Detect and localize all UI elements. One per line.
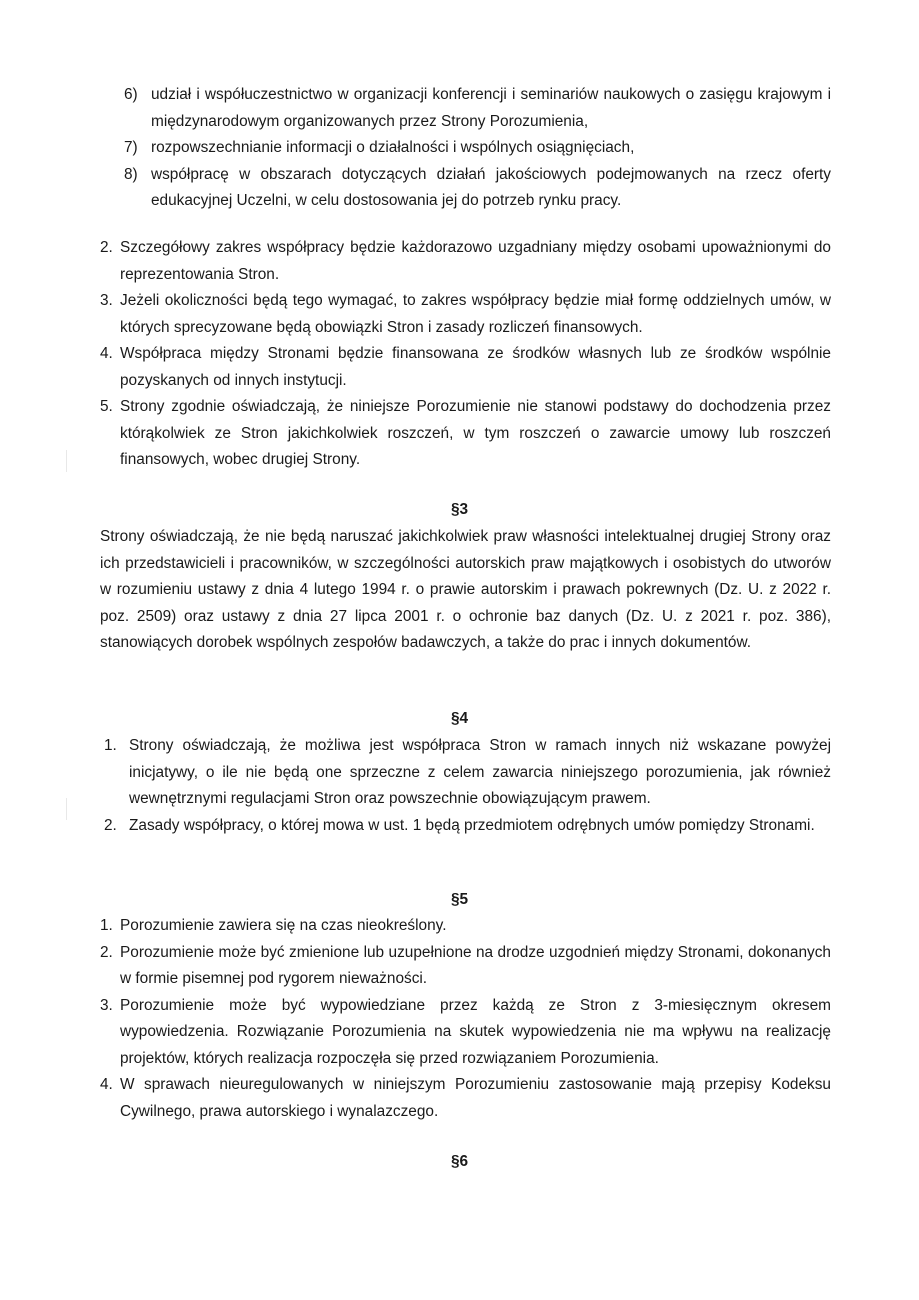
list-item-text: Strony zgodnie oświadczają, że niniejsze Porozumienie nie stanowi podstawy do dochodzenia przez którąkolwiek ze Stron jakichkolwiek roszczeń, w tym roszczeń o zawarcie umowy lub roszczeń finansowych, wobec drugiej Strony. [120, 398, 831, 468]
list-item-number: 2. [100, 943, 113, 961]
scan-artifact [66, 798, 67, 820]
list-item-number: 3. [100, 292, 113, 309]
list-item-text: Porozumienie zawiera się na czas nieokreślony. [120, 917, 447, 934]
section-5-title: §5 [450, 891, 469, 908]
list-item-text: Porozumienie może być wypowiedziane przez każdą ze Stron z 3-miesięcznym okresem wypowiedzenia. Rozwiązanie Porozumienia na skutek wypowiedzenia nie ma wpływu na realizację projektów, których realizacja rozpoczęła się przed rozwiązaniem Porozumienia. [120, 996, 831, 1067]
list-item-number: 7) [124, 139, 138, 156]
section-6-title: §6 [450, 1153, 469, 1170]
list-item-number: 2. [100, 239, 113, 256]
list-item-text: Współpraca między Stronami będzie finansowana ze środków własnych lub ze środków wspólnie pozyskanych od innych instytucji. [120, 345, 831, 389]
list-item-number: 3. [100, 996, 113, 1014]
list-item [124, 82, 831, 135]
list-item-text: Porozumienie może być zmienione lub uzupełnione na drodze uzgodnień między Stronami, dokonanych w formie pisemnej pod rygorem nieważności. [120, 943, 831, 987]
list-item-number: 4. [100, 345, 113, 362]
list-item-number: 6) [124, 86, 138, 103]
list-item [124, 135, 831, 162]
list-item-number: 8) [124, 165, 138, 183]
list-item [100, 1072, 831, 1125]
list-item-text: W sprawach nieuregulowanych w niniejszym Porozumieniu zastosowanie mają przepisy Kodeksu Cywilnego, prawa autorskiego i wynalazczego. [120, 1076, 831, 1120]
list-item [100, 940, 831, 993]
section-3-paragraph [100, 524, 831, 657]
list-item-text: Jeżeli okoliczności będą tego wymagać, to zakres współpracy będzie miał formę oddzielnych umów, w których sprecyzowane będą obowiązki Stron i zasady rozliczeń finansowych. [120, 292, 831, 336]
list-item-text: Zasady współpracy, o której mowa w ust. 1 będą przedmiotem odrębnych umów pomiędzy Stronami. [129, 816, 815, 834]
list-item [100, 235, 831, 288]
list-item [104, 813, 831, 840]
list-item-text: udział i współuczestnictwo w organizacji konferencji i seminariów naukowych o zasięgu krajowym i międzynarodowym organizowanych przez Strony Porozumienia, [151, 86, 831, 130]
section-3-title: §3 [450, 501, 469, 518]
scan-artifact [66, 450, 67, 472]
list-item [104, 733, 831, 813]
list-item-number: 1. [100, 917, 113, 934]
list-item [100, 394, 831, 474]
section-5-list [100, 913, 831, 1125]
list-item [100, 913, 831, 940]
list-item-text: rozpowszechnianie informacji o działalności i wspólnych osiągnięciach, [151, 139, 635, 156]
list-item-number: 2. [104, 816, 117, 834]
list-item-text: Strony oświadczają, że możliwa jest współpraca Stron w ramach innych niż wskazane powyżej inicjatywy, o ile nie będą one sprzeczne z celem zawarcia niniejszego porozumienia, jak również wewnętrznymi regulacjami Stron oraz powszechnie obowiązującym prawem. [129, 737, 831, 807]
list-item-text: Szczegółowy zakres współpracy będzie każdorazowo uzgadniany między osobami upoważnionymi do reprezentowania Stron. [120, 239, 831, 283]
list-item [100, 288, 831, 341]
list-item [100, 341, 831, 394]
list-item [124, 162, 831, 215]
list-item-number: 1. [104, 737, 117, 754]
list-item-text: współpracę w obszarach dotyczących działań jakościowych podejmowanych na rzecz oferty edukacyjnej Uczelni, w celu dostosowania jej do potrzeb rynku pracy. [151, 165, 831, 209]
section-3-text: Strony oświadczają, że nie będą naruszać jakichkolwiek praw własności intelektualnej drugiej Strony oraz ich przedstawicieli i pracowników, w szczególności autorskich praw majątkowych i osobistych do utworów w rozumieniu ustawy z dnia 4 lutego 1994 r. o prawie autorskim i prawach pokrewnych (Dz. U. z 2022 r. poz. 2509) oraz ustawy z dnia 27 lipca 2001 r. o ochronie baz danych (Dz. U. z 2021 r. poz. 386), stanowiących dorobek wspólnych zespołów badawczych, a także do prac i innych dokumentów. [100, 528, 831, 651]
list-item [100, 993, 831, 1073]
list-item-number: 5. [100, 398, 113, 415]
list-item-number: 4. [100, 1076, 113, 1093]
section-4-title: §4 [450, 710, 469, 727]
list-points-6-8 [124, 82, 831, 215]
list-paragraphs-2-5 [100, 235, 831, 474]
section-4-list [104, 733, 831, 839]
